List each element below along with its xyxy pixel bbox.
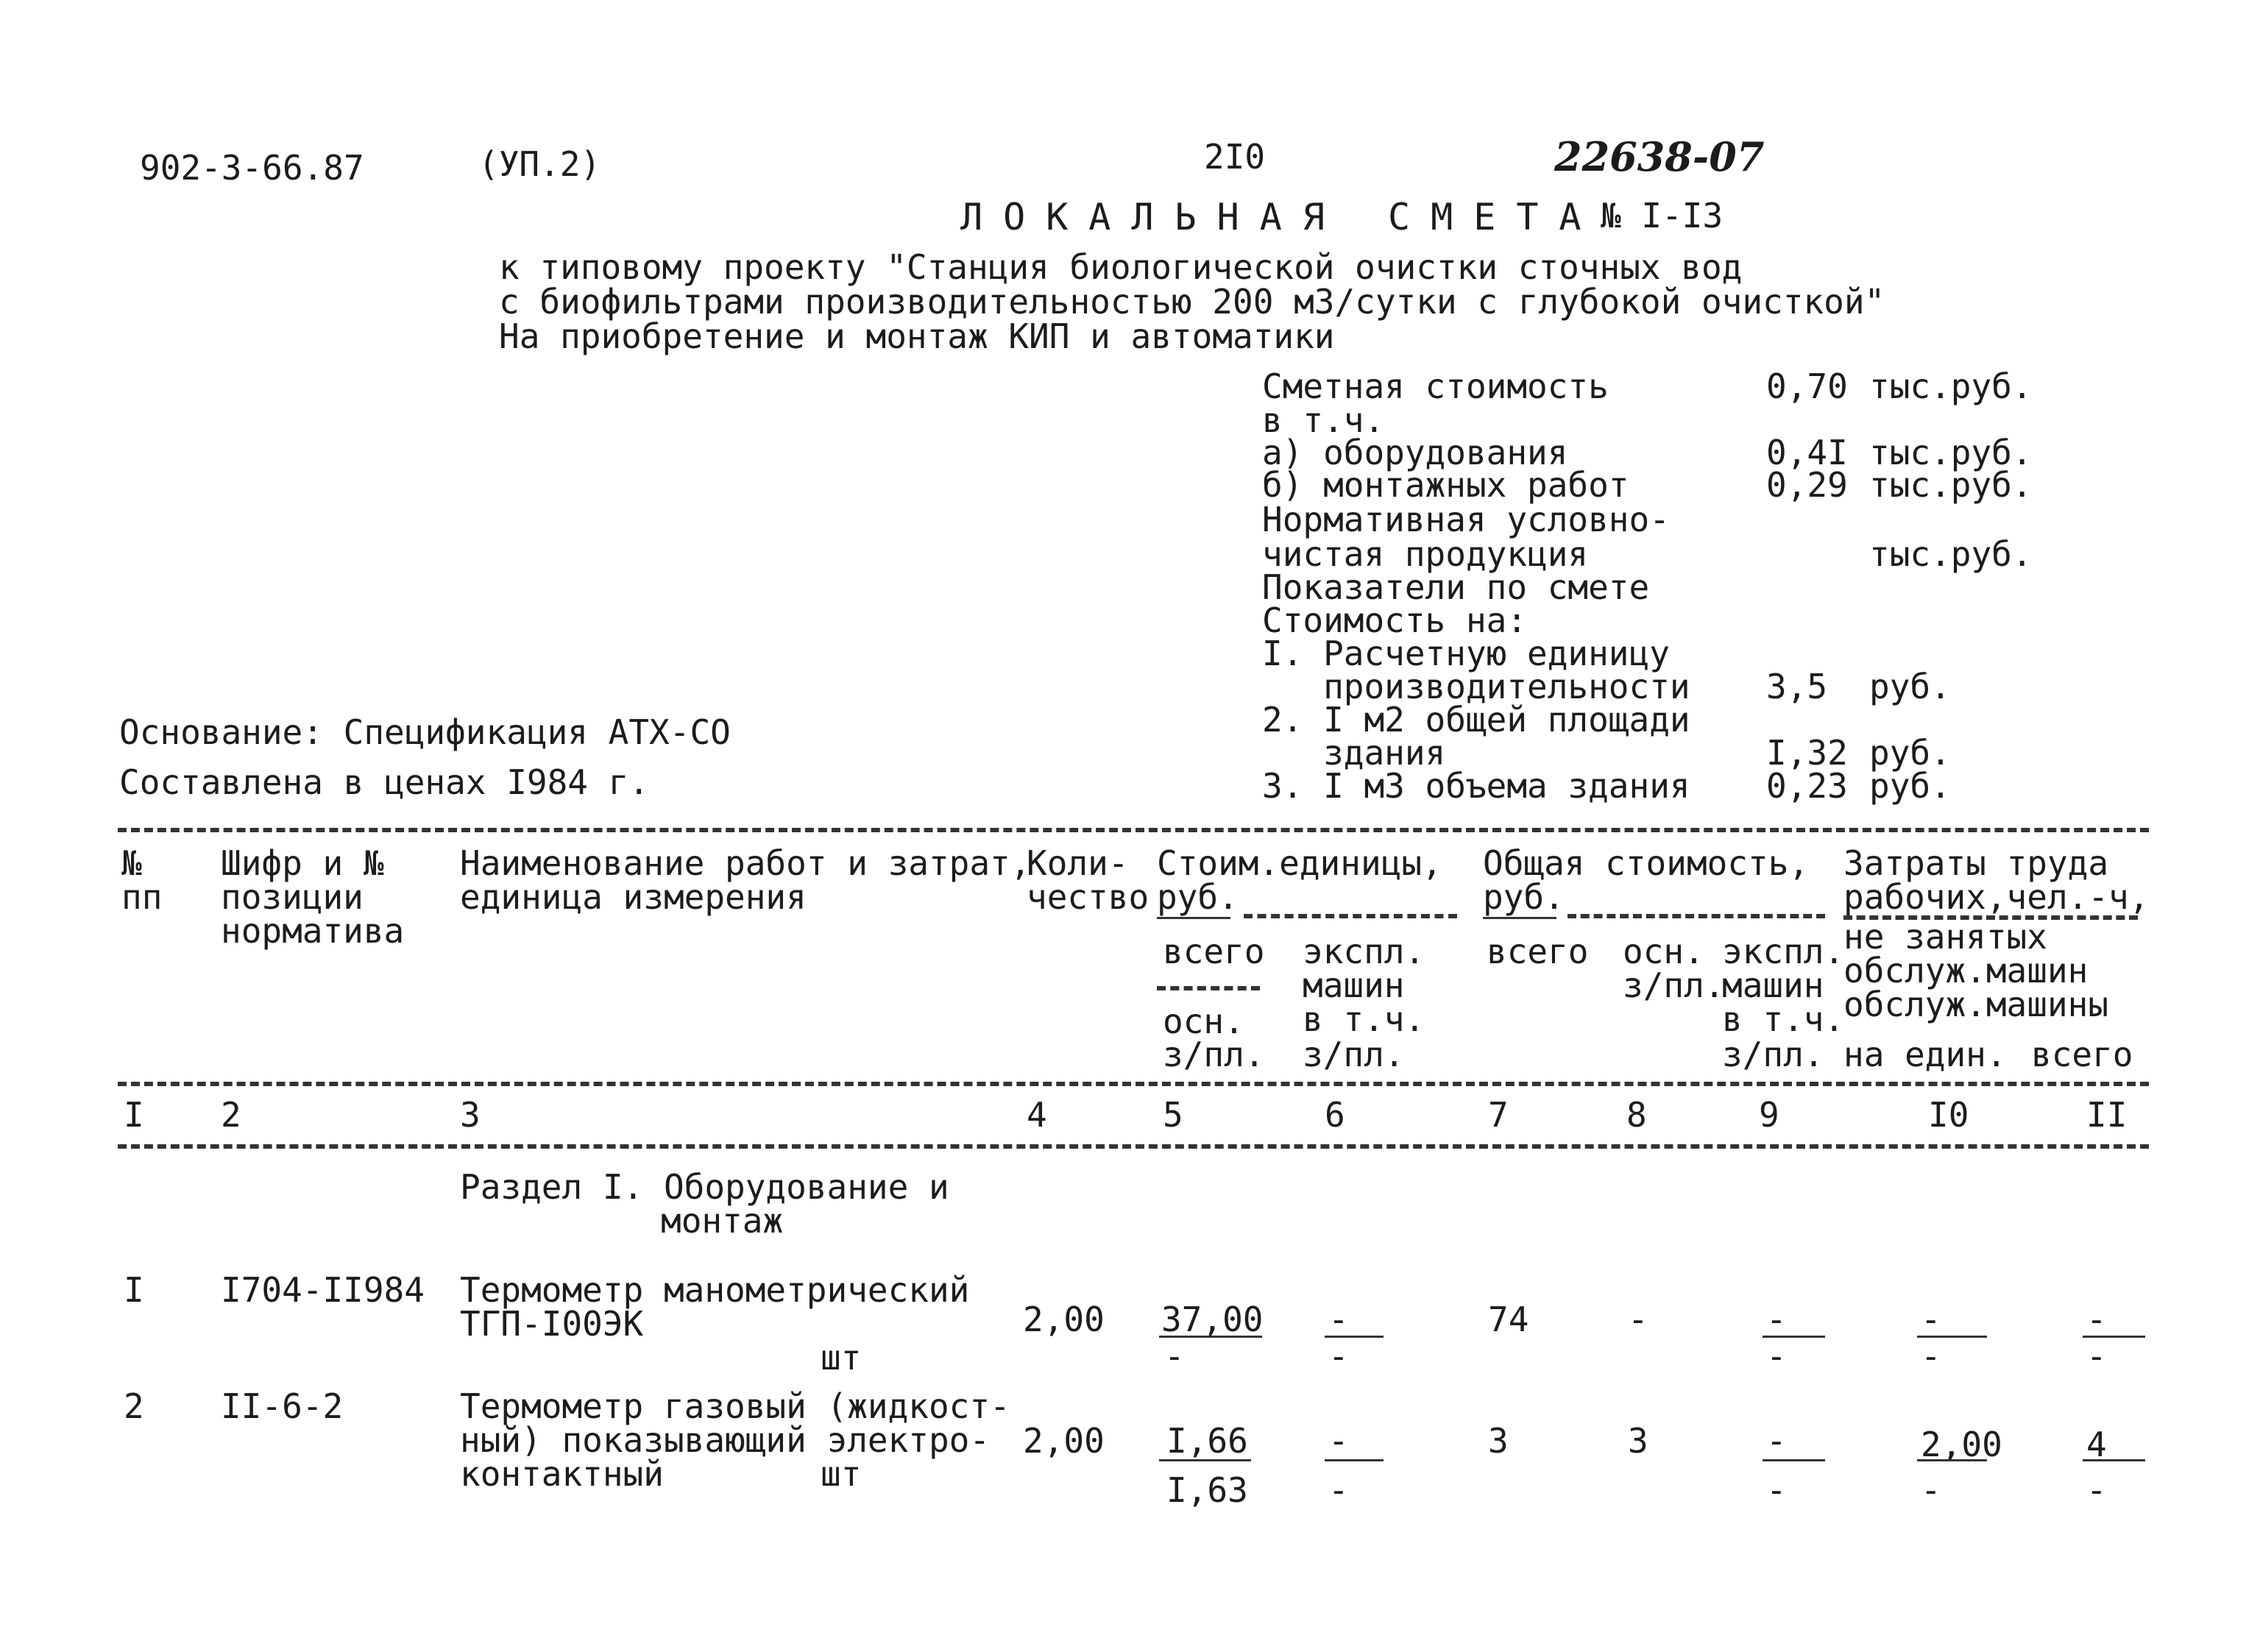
- fraction-bar: [1159, 1459, 1251, 1461]
- basis-line-2: Составлена в ценах I984 г.: [119, 762, 650, 802]
- col1-header: №: [121, 843, 142, 883]
- col5-header: всего: [1163, 932, 1265, 971]
- fraction-bar: [2083, 1459, 2145, 1461]
- row-total-wage: 3: [1628, 1421, 1648, 1461]
- column-number: 6: [1325, 1095, 1345, 1135]
- column-number: 7: [1488, 1095, 1509, 1135]
- row-total-machine: -: [1766, 1421, 1787, 1461]
- unit-cost-header: Стоим.единицы,: [1157, 843, 1442, 883]
- summary-label: здания: [1262, 733, 1446, 773]
- summary-label: I. Расчетную единицу: [1262, 634, 1670, 673]
- col5-header: з/пл.: [1163, 1035, 1265, 1074]
- col8-header: осн.: [1623, 932, 1704, 971]
- labor-header: обслуж.машин: [1843, 951, 2089, 990]
- row-number: I: [124, 1270, 144, 1310]
- row-total: 3: [1488, 1421, 1509, 1461]
- unit-cost-sub: руб.: [1157, 877, 1239, 917]
- row-total-machine: -: [1766, 1300, 1787, 1339]
- row-unit-cost: I,66: [1166, 1421, 1248, 1461]
- col4-header: чество: [1027, 877, 1150, 917]
- row-labor-unit: 2,00: [1921, 1425, 2002, 1464]
- summary-value: 3,5: [1766, 667, 1828, 706]
- summary-unit: тыс.руб.: [1869, 534, 2033, 574]
- summary-value: 0,29: [1766, 465, 1848, 505]
- row-name: ный) показывающий электро-: [460, 1420, 991, 1460]
- album-number: (УП.2): [478, 144, 601, 184]
- labor-header: не занятых: [1843, 917, 2047, 957]
- summary-label: 2. I м2 общей площади: [1262, 700, 1690, 740]
- column-number: 9: [1759, 1095, 1779, 1135]
- summary-value: I,32: [1766, 733, 1848, 773]
- col7-header: всего: [1487, 932, 1589, 971]
- labor-header: обслуж.машины: [1843, 985, 2109, 1024]
- summary-unit: руб.: [1869, 667, 1951, 706]
- column-number-rule: [118, 1144, 2149, 1149]
- col9-header: экспл.: [1722, 932, 1845, 971]
- unit-cost-underline: [1157, 917, 1230, 919]
- col4-header: Коли-: [1027, 843, 1129, 883]
- row-labor-unit-b: -: [1921, 1336, 1941, 1376]
- summary-value: 0,4I: [1766, 433, 1848, 472]
- row-machine-wage: -: [1328, 1336, 1349, 1376]
- row-qty: 2,00: [1023, 1421, 1105, 1461]
- row-labor-total: 4: [2086, 1425, 2107, 1464]
- col11-header: всего: [2031, 1035, 2133, 1074]
- row-labor-total-b: -: [2086, 1470, 2107, 1510]
- col3-header: Наименование работ и затрат,: [460, 843, 1031, 883]
- estimate-title: ЛОКАЛЬНАЯ СМЕТА: [960, 196, 1602, 238]
- col10-header: на един.: [1843, 1035, 2007, 1074]
- col9-header: з/пл.: [1722, 1035, 1824, 1074]
- document-number: 22638-07: [1554, 133, 1765, 180]
- col2-header: Шифр и №: [221, 843, 384, 883]
- row-machine-cost: -: [1328, 1300, 1349, 1339]
- row-name: Термометр манометрический: [460, 1270, 970, 1310]
- table-top-rule: [118, 828, 2149, 832]
- project-code: 902-3-66.87: [140, 148, 364, 188]
- column-number: I0: [1928, 1095, 1969, 1135]
- summary-label: чистая продукция: [1262, 534, 1589, 574]
- row-unit: шт: [821, 1454, 862, 1494]
- summary-label: а) оборудования: [1262, 433, 1568, 472]
- total-cost-sub: руб.: [1483, 877, 1565, 917]
- col5-header: осн.: [1163, 1002, 1244, 1041]
- section-title: Раздел I. Оборудование и: [460, 1167, 949, 1207]
- summary-label: Стоимость на:: [1262, 600, 1528, 640]
- fraction-bar: [1917, 1459, 1987, 1461]
- row-code: I704-II984: [221, 1270, 425, 1310]
- summary-label: Показатели по смете: [1262, 567, 1650, 607]
- row-name: контактный: [460, 1454, 664, 1494]
- column-number: 4: [1027, 1095, 1047, 1135]
- col9-header: машин: [1722, 965, 1824, 1005]
- column-number: 3: [460, 1095, 481, 1135]
- basis-line-1: Основание: Спецификация АТХ-СО: [119, 712, 731, 752]
- row-unit-wage: -: [1164, 1336, 1185, 1376]
- col6-header: экспл.: [1303, 932, 1425, 971]
- row-labor-unit: -: [1921, 1300, 1941, 1339]
- header-bottom-rule: [118, 1082, 2149, 1086]
- col2-header: норматива: [221, 911, 405, 951]
- row-total-machine-wage: -: [1766, 1336, 1787, 1376]
- title-line-1: к типовому проекту "Станция биологической очистки сточных вод: [499, 247, 1743, 287]
- row-labor-total: -: [2086, 1300, 2107, 1339]
- row-unit: шт: [821, 1338, 862, 1378]
- column-number: 8: [1626, 1095, 1647, 1135]
- summary-value: 0,23: [1766, 766, 1848, 806]
- summary-unit: руб.: [1869, 733, 1951, 773]
- row-unit-wage: I,63: [1166, 1470, 1248, 1510]
- col6-header: машин: [1303, 965, 1405, 1005]
- column-number: 2: [221, 1095, 241, 1135]
- summary-unit: руб.: [1869, 766, 1951, 806]
- column-number: I: [124, 1095, 144, 1135]
- row-number: 2: [124, 1386, 144, 1426]
- summary-label: б) монтажных работ: [1262, 465, 1629, 505]
- row-labor-total-b: -: [2086, 1336, 2107, 1376]
- section-title-cont: монтаж: [661, 1201, 784, 1241]
- page-number: 2I0: [1204, 137, 1266, 177]
- col8-header: з/пл.: [1623, 965, 1725, 1005]
- row-total: 74: [1488, 1300, 1529, 1339]
- total-cost-header: Общая стоимость,: [1483, 843, 1810, 883]
- col2-header: позиции: [221, 877, 364, 917]
- row-code: II-6-2: [221, 1386, 344, 1426]
- col5-rule: [1157, 986, 1260, 990]
- summary-label: Нормативная условно-: [1262, 500, 1670, 539]
- labor-header: рабочих,чел.-ч,: [1843, 877, 2150, 917]
- row-machine-wage: -: [1328, 1470, 1349, 1510]
- summary-unit: тыс.руб.: [1869, 433, 2033, 472]
- fraction-bar: [1325, 1459, 1384, 1461]
- estimate-number: № I-I3: [1601, 196, 1724, 235]
- column-number: II: [2086, 1095, 2128, 1135]
- title-line-2: с биофильтрами производительностью 200 м3/сутки с глубокой очисткой": [499, 282, 1885, 322]
- row-total-machine-wage: -: [1766, 1470, 1787, 1510]
- row-name: Термометр газовый (жидкост-: [460, 1386, 1010, 1426]
- row-name: ТГП-I00ЭК: [460, 1304, 644, 1344]
- summary-label: Сметная стоимость: [1262, 366, 1609, 406]
- summary-label: в т.ч.: [1262, 400, 1385, 440]
- summary-unit: тыс.руб.: [1869, 465, 2033, 505]
- col6-header: з/пл.: [1303, 1035, 1405, 1074]
- column-number: 5: [1163, 1095, 1183, 1135]
- col9-header: в т.ч.: [1722, 999, 1845, 1039]
- title-line-3: На приобретение и монтаж КИП и автоматики: [499, 316, 1335, 356]
- col3-header: единица измерения: [460, 877, 807, 917]
- row-machine-cost: -: [1328, 1421, 1349, 1461]
- row-qty: 2,00: [1023, 1300, 1105, 1339]
- fraction-bar: [1763, 1459, 1825, 1461]
- row-labor-unit-b: -: [1921, 1470, 1941, 1510]
- summary-label: 3. I м3 объема здания: [1262, 766, 1690, 806]
- summary-value: 0,70: [1766, 366, 1848, 406]
- row-unit-cost: 37,00: [1161, 1300, 1264, 1339]
- summary-label: производительности: [1262, 667, 1690, 706]
- row-total-wage: -: [1628, 1300, 1648, 1339]
- col1-header: пп: [121, 877, 163, 917]
- unit-cost-rule: [1244, 914, 1457, 918]
- labor-header: Затраты труда: [1843, 843, 2109, 883]
- total-cost-rule: [1568, 914, 1825, 918]
- summary-unit: тыс.руб.: [1869, 366, 2033, 406]
- col6-header: в т.ч.: [1303, 999, 1425, 1039]
- total-cost-underline: [1483, 917, 1556, 919]
